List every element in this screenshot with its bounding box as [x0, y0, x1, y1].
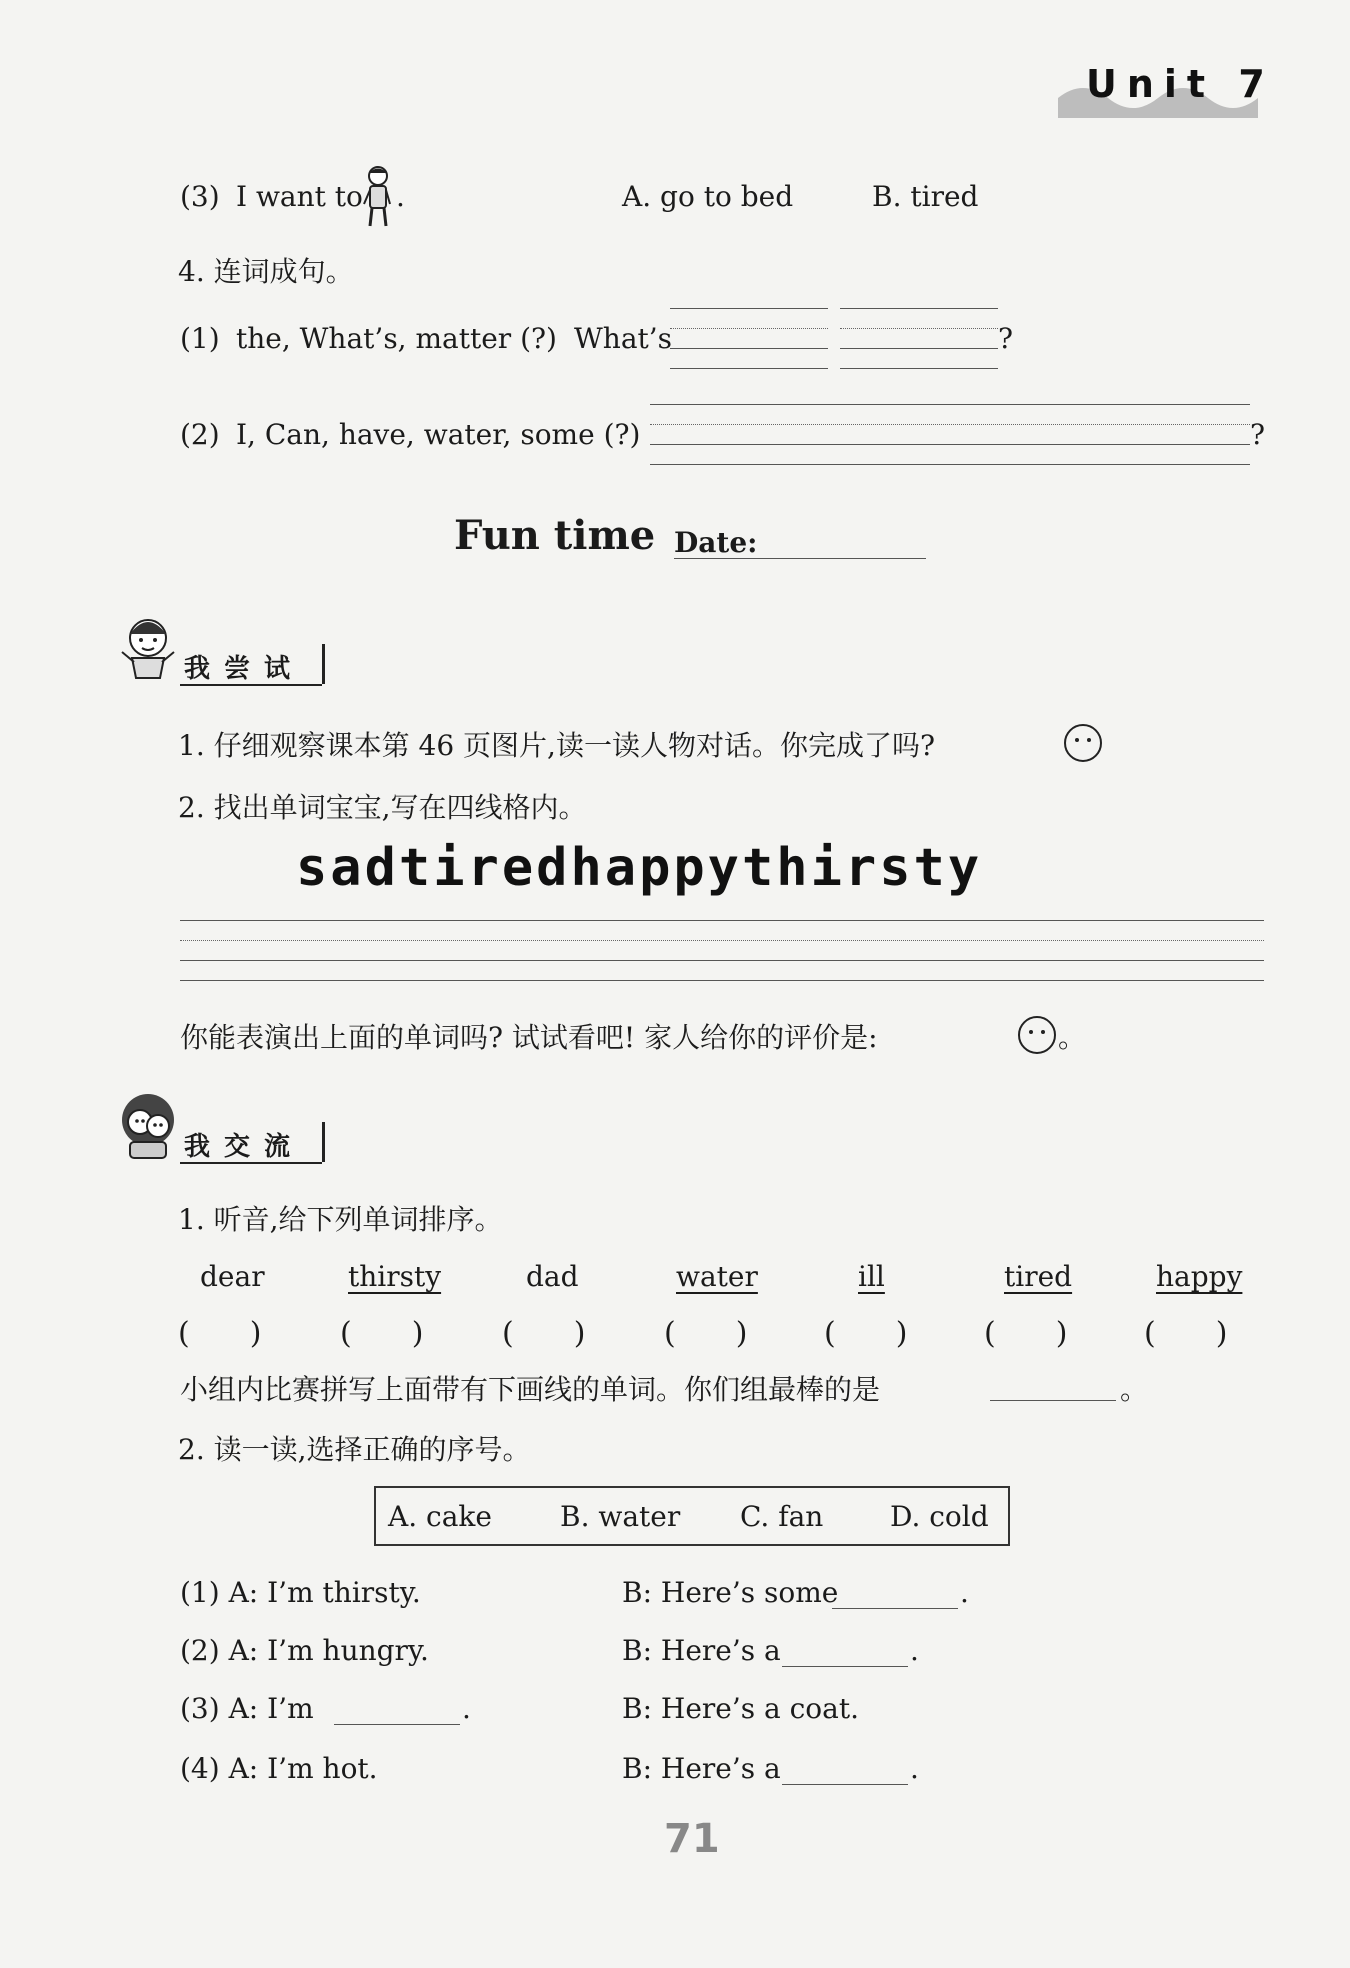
- word-tired: tired: [1004, 1260, 1073, 1293]
- perform-prompt: 你能表演出上面的单词吗? 试试看吧! 家人给你的评价是:: [180, 1021, 878, 1054]
- order-paren-5[interactable]: ( ): [824, 1316, 908, 1351]
- order-paren-2[interactable]: ( ): [340, 1316, 424, 1351]
- rating-face-icon[interactable]: [1016, 1014, 1058, 1056]
- q3-period: .: [396, 180, 405, 213]
- word-dad: dad: [526, 1260, 579, 1293]
- q3-option-a: A. go to bed: [622, 180, 794, 213]
- dialog1-a: (1) A: I’m thirsty.: [180, 1576, 421, 1609]
- dialog3-blank[interactable]: [334, 1724, 460, 1725]
- dialog4-period: .: [910, 1752, 919, 1785]
- s4-item1-words: the, What’s, matter (?): [236, 322, 557, 355]
- unit-title: Unit 7: [1086, 62, 1275, 106]
- q3-text: I want to: [236, 180, 363, 213]
- word-ill: ill: [858, 1260, 885, 1293]
- word-happy: happy: [1156, 1260, 1243, 1293]
- q3-number: (3): [180, 180, 220, 213]
- word-thirsty: thirsty: [348, 1260, 442, 1293]
- s4-item2-words: I, Can, have, water, some (?): [236, 418, 641, 451]
- girl-mascot-icon: [112, 608, 184, 686]
- section4-title: 4. 连词成句。: [178, 255, 354, 288]
- order-paren-3[interactable]: ( ): [502, 1316, 586, 1351]
- date-label: Date:: [674, 526, 758, 559]
- choice-d: D. cold: [890, 1500, 989, 1533]
- dialog1-blank[interactable]: [832, 1608, 958, 1609]
- word-dear: dear: [200, 1260, 265, 1293]
- talk-section-bar: [322, 1122, 325, 1162]
- try-q1: 1. 仔细观察课本第 46 页图片,读一读人物对话。你完成了吗?: [178, 729, 935, 762]
- perform-period: 。: [1058, 1021, 1087, 1054]
- dialog1-b: B: Here’s some: [622, 1576, 839, 1609]
- dialog2-period: .: [910, 1634, 919, 1667]
- contest-period: 。: [1120, 1373, 1149, 1406]
- try-section-bar: [322, 644, 325, 684]
- tired-boy-picture: [360, 164, 394, 230]
- dialog3-b: B: Here’s a coat.: [622, 1692, 860, 1725]
- dialog4-b: B: Here’s a: [622, 1752, 781, 1785]
- order-paren-6[interactable]: ( ): [984, 1316, 1068, 1351]
- word-water: water: [676, 1260, 758, 1293]
- dialog2-b: B: Here’s a: [622, 1634, 781, 1667]
- try-section-underline: [180, 684, 322, 686]
- s4-item2-end: ?: [1250, 418, 1266, 451]
- dialog1-period: .: [960, 1576, 969, 1609]
- order-paren-7[interactable]: ( ): [1144, 1316, 1228, 1351]
- talk-q2: 2. 读一读,选择正确的序号。: [178, 1433, 531, 1466]
- kids-mascot-icon: [112, 1086, 184, 1164]
- dialog2-blank[interactable]: [782, 1666, 908, 1667]
- talk-section-label: 我交流: [184, 1132, 305, 1162]
- try-section-label: 我尝试: [184, 654, 305, 684]
- page-number: 71: [664, 1816, 720, 1862]
- q3-option-b: B. tired: [872, 180, 979, 213]
- smiley-face-icon[interactable]: [1062, 722, 1104, 764]
- dialog2-a: (2) A: I’m hungry.: [180, 1634, 429, 1667]
- choice-b: B. water: [560, 1500, 681, 1533]
- order-paren-4[interactable]: ( ): [664, 1316, 748, 1351]
- order-paren-1[interactable]: ( ): [178, 1316, 262, 1351]
- dialog3-period: .: [462, 1692, 471, 1725]
- contest-prompt: 小组内比赛拼写上面带有下画线的单词。你们组最棒的是: [180, 1373, 881, 1406]
- dialog4-blank[interactable]: [782, 1784, 908, 1785]
- s4-item1-number: (1): [180, 322, 220, 355]
- try-q2: 2. 找出单词宝宝,写在四线格内。: [178, 791, 587, 824]
- contest-blank[interactable]: [990, 1400, 1116, 1401]
- talk-q1: 1. 听音,给下列单词排序。: [178, 1203, 503, 1236]
- choice-c: C. fan: [740, 1500, 824, 1533]
- s4-item1-end: ?: [998, 322, 1014, 355]
- dialog4-a: (4) A: I’m hot.: [180, 1752, 378, 1785]
- s4-item1-prefix: What’s: [574, 322, 673, 355]
- word-puzzle: sadtiredhappythirsty: [296, 838, 983, 898]
- s4-item2-number: (2): [180, 418, 220, 451]
- dialog3-a: (3) A: I’m: [180, 1692, 314, 1725]
- fun-time-title: Fun time: [454, 512, 656, 559]
- choice-a: A. cake: [388, 1500, 492, 1533]
- talk-section-underline: [180, 1162, 322, 1164]
- date-blank[interactable]: [674, 558, 926, 559]
